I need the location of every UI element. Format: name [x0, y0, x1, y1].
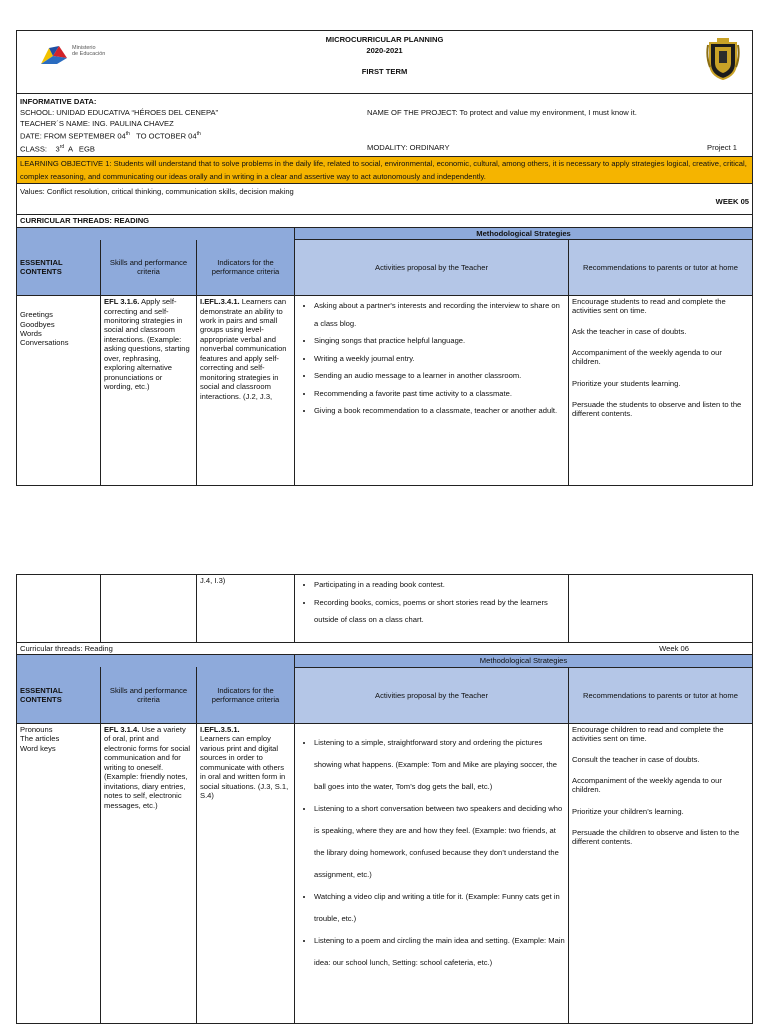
list-item: Encourage students to read and complete the activities sent on time.	[572, 297, 726, 316]
column-indicators: Indicators for the performance criteria	[197, 240, 295, 296]
column-skills: Skills and performance criteria	[101, 667, 197, 723]
activities-cell	[295, 296, 569, 486]
column-skills: Skills and performance criteria	[101, 240, 197, 296]
list-item: • Asking about a partner's interests and recording the interview to share on a class blog.	[314, 297, 565, 332]
recommendations-cell	[569, 723, 753, 1023]
curricular-threads: Curricular threads: Reading	[20, 644, 113, 653]
curricular-threads-row	[17, 643, 753, 655]
list-item: • Sending an audio message to a learner in another classroom.	[314, 367, 565, 385]
methodological-strategies-header: Methodological Strategies	[295, 227, 753, 239]
essential-contents-cell: Greetings Goodbyes Words Conversations	[17, 296, 101, 486]
list-item: • Writing a weekly journal entry.	[314, 350, 565, 368]
ministry-logo-text: Ministerio de Educación	[72, 45, 106, 58]
skills-cell: EFL 3.1.4. Use a variety of oral, print and electronic forms for social communication and for writing to oneself. (Example: friendly notes, invitations, diary entries, notes to self, electronic messages, etc.)	[101, 723, 197, 1023]
values-text: Values: Conflict resolution, critical thinking, communication skills, decision making	[20, 187, 294, 197]
indicators-cell: I.EFL.3.4.1. Learners can demonstrate an ability to work in pairs and small groups using level-appropriate verbal and nonverbal communication features and apply self-correcting and self-monitoring strategies in social and classroom interactions. (J.2, J.3,	[197, 296, 295, 486]
methodological-strategies-header: Methodological Strategies	[295, 655, 753, 667]
list-item: Persuade the students to observe and listen to the different contents.	[572, 399, 742, 418]
activities-continuation	[295, 575, 569, 643]
column-activities: Activities proposal by the Teacher	[295, 240, 569, 296]
column-activities: Activities proposal by the Teacher	[295, 667, 569, 723]
recommendations-cell	[569, 296, 753, 486]
list-item: Ask the teacher in case of doubts.	[572, 327, 687, 337]
list-item: Accompaniment of the weekly agenda to our children.	[572, 348, 722, 367]
planning-table-week-05	[16, 30, 753, 486]
list-item: Persuade the children to observe and listen to the different contents.	[572, 827, 740, 846]
document-header	[17, 31, 753, 94]
week-label: Week 06	[659, 644, 689, 653]
school-name: SCHOOL: UNIDAD EDUCATIVA “HÉROES DEL CENEPA”	[20, 108, 219, 117]
list-item: • Giving a book recommendation to a classmate, teacher or another adult.	[314, 402, 565, 420]
ministry-logo-icon	[39, 44, 69, 66]
document-title-block	[20, 32, 749, 77]
list-item: • Recording books, comics, poems or short stories read by the learners outside of class on a class chart.	[314, 594, 565, 629]
list-item: Encourage children to read and complete the activities sent on time.	[572, 724, 724, 744]
dates: DATE: FROM SEPTEMBER 04th TO OCTOBER 04th	[20, 131, 201, 141]
column-essential-contents: ESSENTIAL CONTENTS	[17, 667, 101, 723]
teacher-name: TEACHER´S NAME: ING. PAULINA CHAVEZ	[20, 119, 174, 128]
list-item: • Watching a video clip and writing a title for it. (Example: Funny cats get in trouble, etc.)	[314, 886, 565, 930]
term: FIRST TERM	[361, 67, 408, 76]
list-item: • Listening to a simple, straightforward story and ordering the pictures showing what happens. (Example: Tom and Mike are playing soccer, the ball goes into the water, Tom’s dog gets the ball, etc.)	[314, 732, 565, 798]
school-crest-icon	[706, 37, 740, 81]
modality: MODALITY: ORDINARY	[367, 142, 450, 152]
column-essential-contents: ESSENTIAL CONTENTS	[17, 240, 101, 296]
list-item: Prioritize your children’s learning.	[572, 806, 684, 816]
list-item: • Listening to a short conversation between two speakers and deciding who is speaking, where they are and how they feel. (Example: two friends, at the library doing homework, confused because they don’t understand the assignment, etc.)	[314, 798, 565, 886]
essential-contents-cell: Pronouns The articles Word keys	[17, 723, 101, 1023]
list-item: • Listening to a poem and circling the main idea and setting. (Example: Main idea: our school lunch, Setting: school cafeteria, etc.)	[314, 930, 565, 974]
curricular-threads: CURRICULAR THREADS: READING	[17, 215, 753, 227]
planning-table-week-06	[16, 574, 753, 1024]
column-recommendations: Recommendations to parents or tutor at home	[569, 667, 753, 723]
class-info: CLASS: 3rd A EGB	[20, 143, 95, 154]
project-name: NAME OF THE PROJECT: To protect and value my environment, I must know it.	[367, 108, 637, 117]
informative-data: INFORMATIVE DATA: SCHOOL: UNIDAD EDUCATIVA “HÉROES DEL CENEPA” NAME OF THE PROJECT: To protect and value my environment, I must know it. TEACHER´S NAME: ING. PAULINA CHAVEZ DATE: FROM SEPTEMBER 04th TO OCTOBER 04th CLASS: 3rd A EGB MODALITY: ORDINARY Project 1	[17, 94, 753, 157]
column-recommendations: Recommendations to parents or tutor at home	[569, 240, 753, 296]
list-item: • Singing songs that practice helpful language.	[314, 332, 565, 350]
week-label: WEEK 05	[715, 196, 750, 206]
learning-objective: LEARNING OBJECTIVE 1: Students will understand that to solve problems in the daily life, related to social, environmental, economic, cultural, among others, it is necessary to apply strategies logical, creative, critical, complex reasoning, and communicating our ideas orally and in writing in a clear and assertive way to act autonomously and independently.	[17, 157, 753, 184]
list-item: • Participating in a reading book contest.	[314, 576, 565, 594]
column-indicators: Indicators for the performance criteria	[197, 667, 295, 723]
skills-cell: EFL 3.1.6. Apply self-correcting and self-monitoring strategies in social and classroom interactions. (Example: asking questions, starting over, rephrasing, exploring alternative pronunciations or wording, etc.)	[101, 296, 197, 486]
indicators-cell: I.EFL.3.5.1. Learners can employ various print and digital sources in order to communicate with others in oral and written form in social situations. (J.3, S.1, S.4)	[197, 723, 295, 1023]
document-title: MICROCURRICULAR PLANNING	[325, 35, 444, 44]
list-item: Accompaniment of the weekly agenda to our children.	[572, 776, 722, 795]
list-item: Prioritize your students learning.	[572, 378, 681, 388]
values-row	[17, 184, 753, 215]
list-item: Consult the teacher in case of doubts.	[572, 755, 700, 765]
activities-cell	[295, 723, 569, 1023]
project-number: Project 1	[707, 142, 737, 152]
school-year: 2020-2021	[366, 46, 403, 55]
list-item: • Recommending a favorite past time activity to a classmate.	[314, 385, 565, 403]
indicators-continuation: J.4, I.3)	[197, 575, 295, 643]
